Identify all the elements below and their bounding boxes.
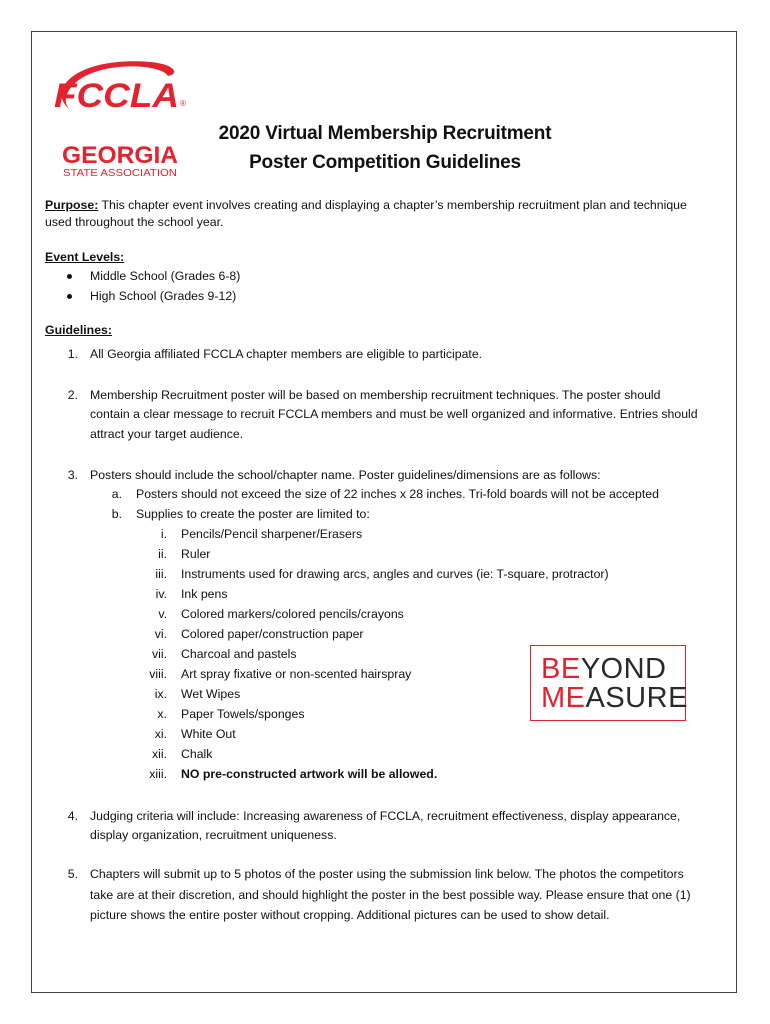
supply-number: iv. <box>155 587 167 601</box>
sub-item-number: a. <box>111 487 122 501</box>
supply-number: i. <box>160 527 167 541</box>
supply-item: Pencils/Pencil sharpener/Erasers <box>181 527 363 541</box>
supply-number: v. <box>158 607 167 621</box>
purpose-label: Purpose: <box>45 198 99 212</box>
guideline-number: 5. <box>67 867 78 881</box>
logo-assoc: STATE ASSOCIATION <box>63 167 177 179</box>
logo-brand: FCCLA <box>54 77 179 115</box>
sub-item-number: b. <box>111 507 122 521</box>
logo-state: GEORGIA <box>62 142 178 169</box>
supply-item: White Out <box>181 727 236 741</box>
supply-item: NO pre-constructed artwork will be allowed. <box>181 767 438 781</box>
guideline-5-line3: picture shows the entire poster without cropping. Additional pictures can be used to show detail. <box>90 908 610 922</box>
guideline-number: 1. <box>67 347 78 361</box>
supply-number: vi. <box>154 627 167 641</box>
purpose-line1: This chapter event involves creating and displaying a chapter’s membership recruitment plan and technique <box>98 198 687 212</box>
supply-number: xiii. <box>149 767 167 781</box>
supply-item: Art spray fixative or non-scented hairspray <box>181 667 412 681</box>
supply-item: Colored paper/construction paper <box>181 627 364 641</box>
supply-number: viii. <box>149 667 167 681</box>
guideline-2-line3: attract your target audience. <box>90 427 244 441</box>
supply-item: Chalk <box>181 747 213 761</box>
guidelines-label: Guidelines: <box>45 323 112 337</box>
supply-number: vii. <box>151 647 167 661</box>
supply-number: ix. <box>154 687 167 701</box>
event-level-item: High School (Grades 9-12) <box>90 289 237 303</box>
beyond-measure-logo <box>530 645 686 721</box>
page-title-line1: 2020 Virtual Membership Recruitment <box>218 123 552 144</box>
supply-number: xii. <box>151 747 167 761</box>
measure-asure: ASURE <box>585 682 688 714</box>
supply-item: Wet Wipes <box>181 687 241 701</box>
event-levels-label: Event Levels: <box>45 250 125 264</box>
guideline-4-line2: display organization, recruitment uniqueness. <box>90 828 337 842</box>
guideline-2-line2: contain a clear message to recruit FCCLA members and must be well organized and informative. Entries should <box>90 407 698 421</box>
supply-item: Instruments used for drawing arcs, angles and curves (ie: T-square, protractor) <box>181 567 609 581</box>
supply-item: Ruler <box>181 547 211 561</box>
supply-number: iii. <box>155 567 167 581</box>
guideline-3a: Posters should not exceed the size of 22 inches x 28 inches. Tri-fold boards will not be accepted <box>136 487 659 501</box>
guideline-number: 2. <box>67 388 78 402</box>
supply-item: Ink pens <box>181 587 228 601</box>
beyond-be: BE <box>541 653 581 685</box>
bullet-icon <box>67 294 72 299</box>
guideline-3: Posters should include the school/chapter name. Poster guidelines/dimensions are as follows: <box>90 468 601 482</box>
guideline-number: 3. <box>67 468 78 482</box>
guideline-2-line1: Membership Recruitment poster will be based on membership recruitment techniques. The poster should <box>90 388 661 402</box>
supply-number: x. <box>157 707 167 721</box>
page-title-line2: Poster Competition Guidelines <box>249 152 521 173</box>
bullet-icon <box>67 274 72 279</box>
logo-registered: ® <box>180 99 186 108</box>
supply-item: Charcoal and pastels <box>181 647 297 661</box>
guideline-5-line2: take are at their discretion, and should highlight the poster in the best possible way. Please ensure that one (1) <box>90 888 691 902</box>
purpose-line2: used throughout the school year. <box>45 215 224 229</box>
supply-item: Colored markers/colored pencils/crayons <box>181 607 404 621</box>
guideline-5-line1: Chapters will submit up to 5 photos of the poster using the submission link below. The photos the competitors <box>90 867 684 881</box>
supply-number: ii. <box>158 547 167 561</box>
guideline-4-line1: Judging criteria will include: Increasing awareness of FCCLA, recruitment effectiveness, display appearance, <box>90 809 681 823</box>
event-level-item: Middle School (Grades 6-8) <box>90 269 241 283</box>
guideline-1: All Georgia affiliated FCCLA chapter members are eligible to participate. <box>90 347 483 361</box>
supply-item: Paper Towels/sponges <box>181 707 305 721</box>
guideline-3b: Supplies to create the poster are limited to: <box>136 507 370 521</box>
measure-me: ME <box>541 682 586 714</box>
supply-number: xi. <box>154 727 167 741</box>
guideline-number: 4. <box>67 809 78 823</box>
beyond-yond: YOND <box>580 653 667 685</box>
